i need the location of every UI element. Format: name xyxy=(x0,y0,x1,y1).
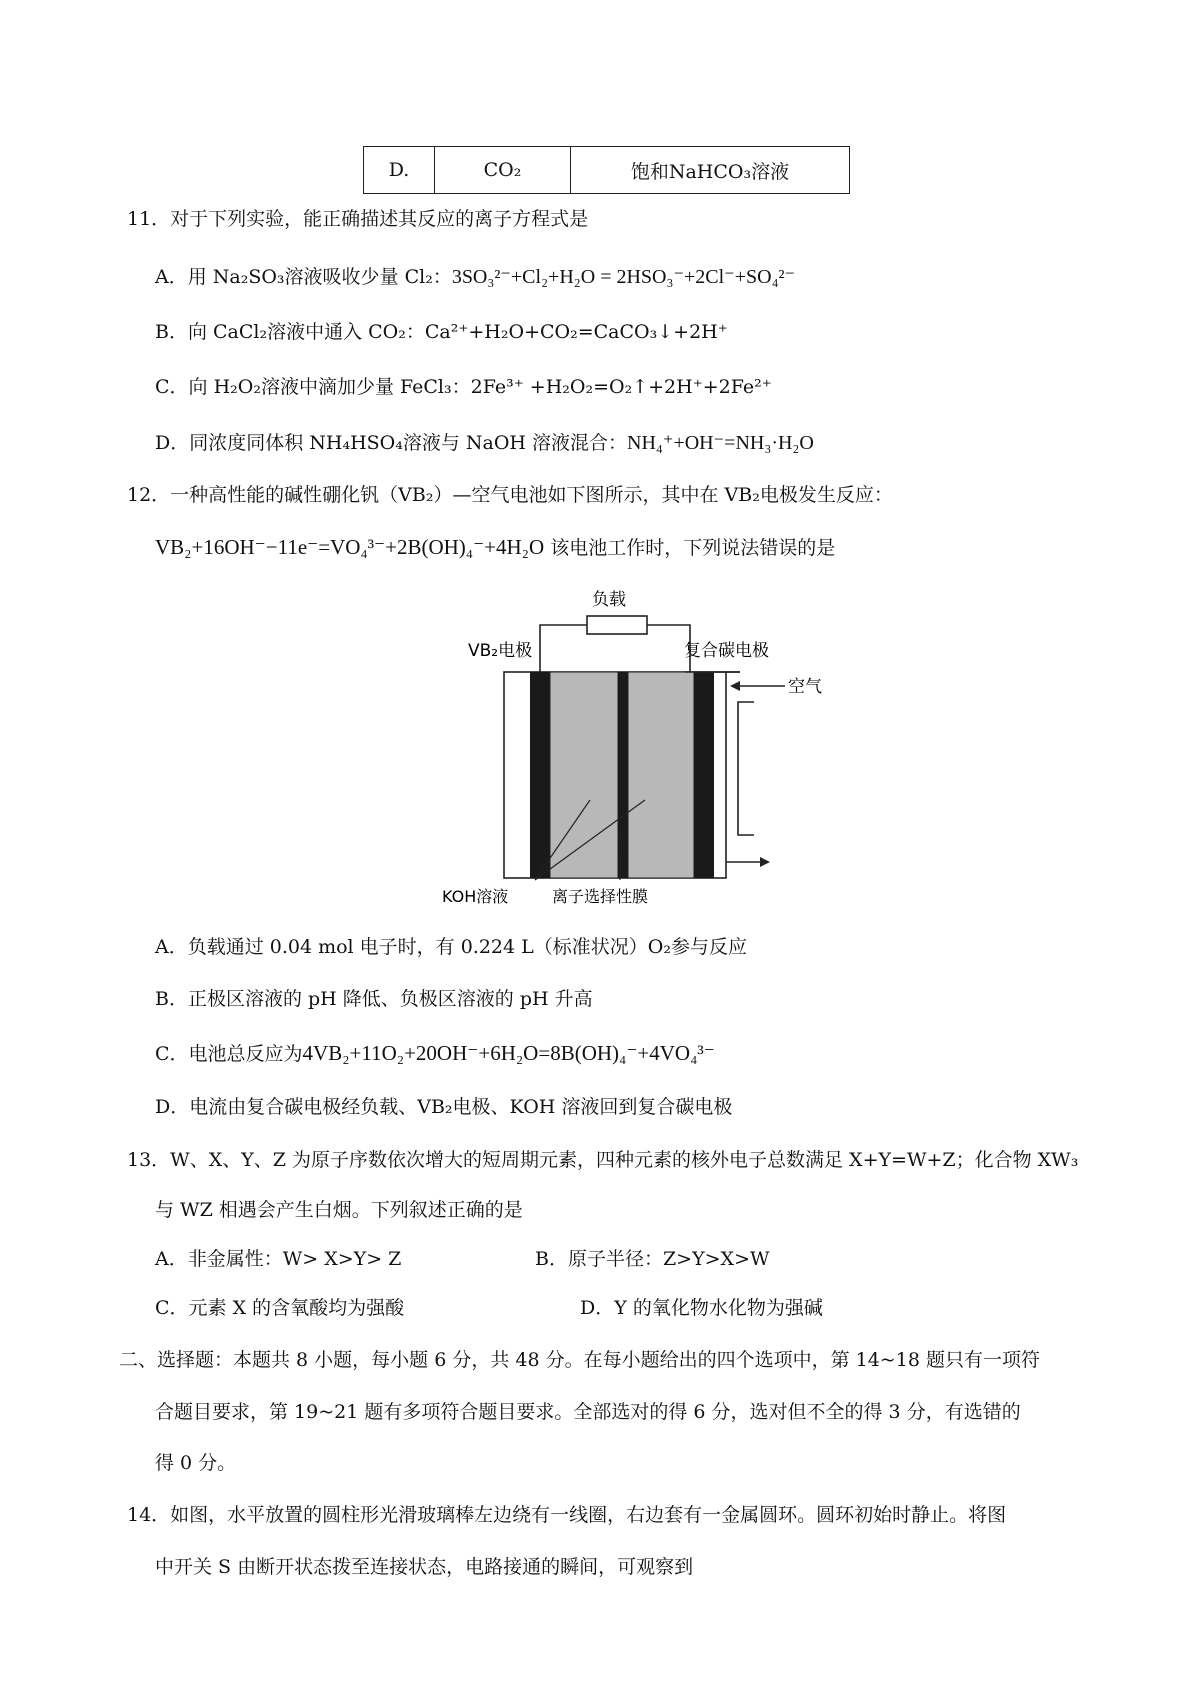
carbon-electrode-plate xyxy=(694,672,714,878)
q12-option-b: B．正极区溶液的 pH 降低、负极区溶液的 pH 升高 xyxy=(155,988,593,1010)
q12-option-d: D．电流由复合碳电极经负载、VB₂电极、KOH 溶液回到复合碳电极 xyxy=(155,1096,733,1118)
section2-line2: 合题目要求，第 19~21 题有多项符合题目要求。全部选对的得 6 分，选对但不全的得 3 分，有选错的 xyxy=(155,1401,1021,1423)
load-label: 负载 xyxy=(592,590,626,610)
koh-solution-left xyxy=(550,672,618,878)
battery-diagram xyxy=(440,580,840,910)
air-label: 空气 xyxy=(788,677,822,697)
q12-stem: 12．一种高性能的碱性硼化钒（VB₂）—空气电池如下图所示，其中在 VB₂电极发生反应： xyxy=(127,484,893,506)
q11-option-d-text: D．同浓度同体积 NH₄HSO₄溶液与 NaOH 溶液混合： xyxy=(155,432,628,454)
q12-equation: VB₂+16OH⁻−11e⁻=VO₄³⁻+2B(OH)₄⁻+4H₂O xyxy=(155,535,545,559)
load-resistor xyxy=(587,616,647,634)
q12-equation-tail: 该电池工作时，下列说法错误的是 xyxy=(550,537,836,559)
membrane-label: 离子选择性膜 xyxy=(552,887,649,906)
q11-option-a xyxy=(155,262,795,292)
q12-option-c xyxy=(155,1038,715,1069)
q11-option-b: B．向 CaCl₂溶液中通入 CO₂：Ca²⁺+H₂O+CO₂=CaCO₃↓+2H⁺ xyxy=(155,321,728,343)
q12-option-a: A．负载通过 0.04 mol 电子时，有 0.224 L（标准状况）O₂参与反应 xyxy=(155,936,747,958)
q11-option-a-equation: 3SO₃²⁻+Cl₂+H₂O = 2HSO₃⁻+2Cl⁻+SO₄²⁻ xyxy=(451,266,796,288)
q12-option-c-text: C．电池总反应为 xyxy=(155,1043,303,1065)
q11-option-c: C．向 H₂O₂溶液中滴加少量 FeCl₃：2Fe³⁺ +H₂O₂=O₂↑+2H⁺+2Fe²⁺ xyxy=(155,376,772,398)
ion-selective-membrane xyxy=(618,672,628,878)
carbon-electrode-label: 复合碳电极 xyxy=(684,641,769,661)
q12-option-c-equation: 4VB₂+11O₂+20OH⁻+6H₂O=8B(OH)₄⁻+4VO₄³⁻ xyxy=(302,1041,715,1065)
table-cell-option: D. xyxy=(364,147,435,194)
table-row xyxy=(364,147,850,194)
section2-line1: 二、选择题：本题共 8 小题，每小题 6 分，共 48 分。在每小题给出的四个选项中，第 14~18 题只有一项符 xyxy=(119,1349,1040,1371)
q12-equation-line xyxy=(155,532,835,563)
q14-stem-line1: 14．如图，水平放置的圆柱形光滑玻璃棒左边绕有一线圈，右边套有一金属圆环。圆环初始时静止。将图 xyxy=(127,1504,1007,1526)
q13-stem-line1: 13．W、X、Y、Z 为原子序数依次增大的短周期元素，四种元素的核外电子总数满足 X+Y=W+Z；化合物 XW₃ xyxy=(127,1149,1079,1171)
q11-option-d-equation: NH₄⁺+OH⁻=NH₃·H₂O xyxy=(627,432,814,454)
table-cell-solution: 饱和NaHCO₃溶液 xyxy=(571,147,850,194)
vb2-electrode-label: VB₂电极 xyxy=(468,641,533,661)
q14-stem-line2: 中开关 S 由断开状态拨至连接状态，电路接通的瞬间，可观察到 xyxy=(155,1556,694,1578)
q13-option-c: C．元素 X 的含氧酸均为强酸 xyxy=(155,1297,405,1319)
left-wire xyxy=(540,625,587,672)
vb2-electrode-plate xyxy=(530,672,550,878)
koh-label: KOH溶液 xyxy=(442,887,509,906)
q11-stem: 11．对于下列实验，能正确描述其反应的离子方程式是 xyxy=(127,208,589,230)
q13-option-d: D．Y 的氧化物水化物为强碱 xyxy=(580,1297,823,1319)
q13-stem-line2: 与 WZ 相遇会产生白烟。下列叙述正确的是 xyxy=(155,1199,523,1221)
q13-option-b: B．原子半径：Z>Y>X>W xyxy=(535,1248,770,1270)
q11-option-a-text: A．用 Na₂SO₃溶液吸收少量 Cl₂： xyxy=(155,266,452,288)
koh-solution-right xyxy=(628,672,694,878)
q13-option-a: A．非金属性：W> X>Y> Z xyxy=(155,1248,402,1270)
air-channel-bracket xyxy=(738,702,754,835)
gas-table xyxy=(363,146,850,194)
section2-line3: 得 0 分。 xyxy=(155,1452,237,1474)
q11-option-d xyxy=(155,428,814,458)
table-cell-gas: CO₂ xyxy=(435,147,571,194)
